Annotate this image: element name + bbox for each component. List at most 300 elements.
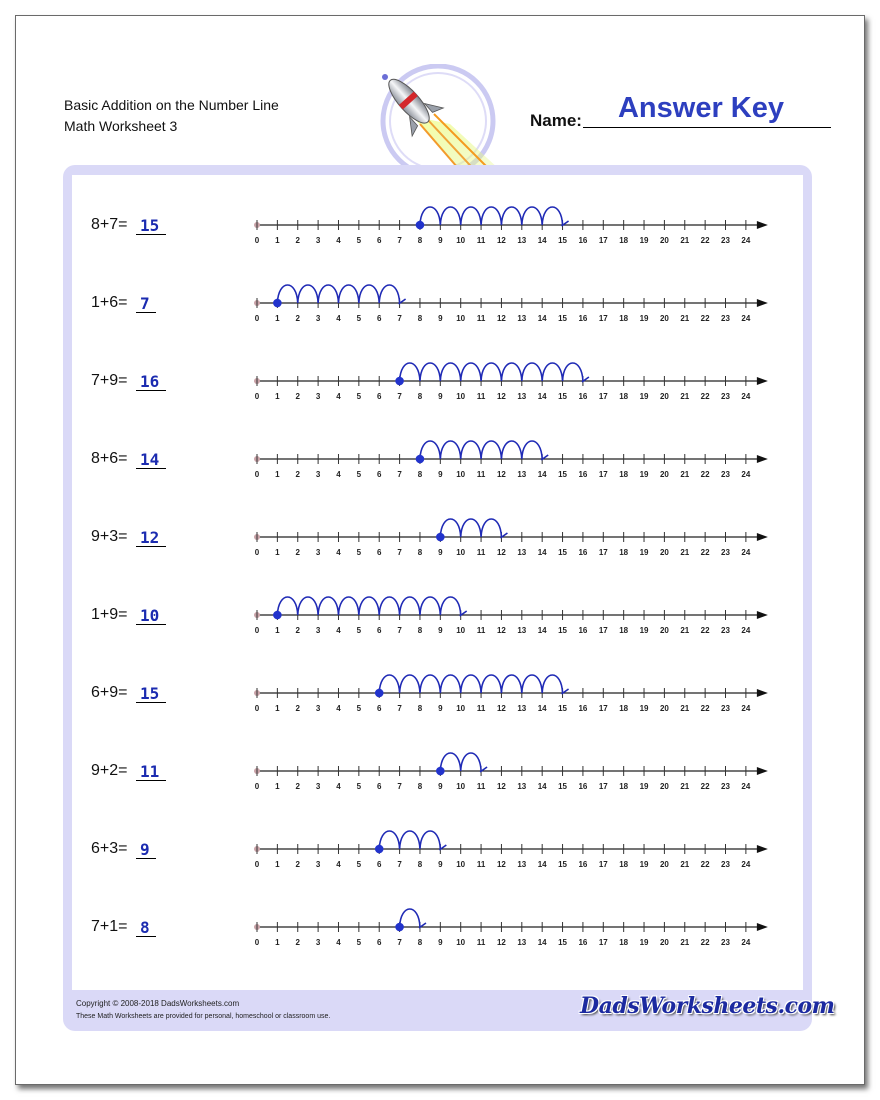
tick-label: 19 (639, 314, 649, 323)
tick-label: 10 (456, 314, 466, 323)
tick-label: 23 (721, 704, 730, 713)
tick-label: 14 (537, 548, 547, 557)
problem-answer[interactable]: 10 (140, 606, 160, 625)
tick-label: 10 (456, 236, 466, 245)
arrow-head-icon (757, 611, 768, 619)
tick-label: 13 (517, 704, 527, 713)
tick-label: 5 (356, 704, 362, 713)
tick-label: 8 (417, 470, 423, 479)
tick-label: 9 (438, 860, 443, 869)
hop-arcs (400, 363, 583, 381)
copyright-text: Copyright © 2008-2018 DadsWorksheets.com (76, 999, 240, 1008)
tick-label: 22 (700, 470, 710, 479)
problem-answer[interactable]: 16 (140, 372, 160, 391)
answer-key-label: Answer Key (617, 92, 784, 124)
answer-underline (136, 858, 156, 859)
tick-label: 17 (598, 314, 608, 323)
tick-label: 22 (700, 236, 710, 245)
start-point (273, 611, 282, 620)
tick-label: 23 (721, 938, 730, 947)
tick-label: 14 (537, 782, 547, 791)
tick-label: 21 (680, 392, 690, 401)
tick-label: 21 (680, 548, 690, 557)
tick-label: 10 (456, 626, 466, 635)
arrow-head-icon (757, 845, 768, 853)
tick-label: 3 (315, 314, 321, 323)
arrow-head-icon (757, 377, 768, 385)
tick-label: 7 (397, 392, 402, 401)
tick-label: 0 (254, 626, 260, 635)
problem-equation: 8+7= (91, 216, 128, 233)
tick-label: 6 (376, 860, 382, 869)
tick-label: 19 (639, 470, 649, 479)
tick-label: 19 (639, 392, 649, 401)
tick-label: 10 (456, 782, 466, 791)
tick-label: 3 (315, 236, 321, 245)
tick-label: 0 (254, 782, 260, 791)
tick-label: 17 (598, 938, 608, 947)
tick-label: 24 (741, 548, 751, 557)
tick-label: 15 (558, 626, 568, 635)
answer-underline (136, 390, 166, 391)
number-line (245, 751, 775, 811)
tick-label: 0 (254, 314, 260, 323)
tick-label: 2 (295, 938, 300, 947)
tick-label: 9 (438, 782, 443, 791)
tick-label: 23 (721, 626, 730, 635)
tick-label: 6 (376, 626, 382, 635)
tick-label: 7 (397, 314, 402, 323)
tick-label: 2 (295, 860, 300, 869)
hop-arcs (277, 285, 399, 303)
tick-label: 1 (275, 236, 280, 245)
tick-label: 22 (700, 782, 710, 791)
tick-label: 18 (619, 236, 629, 245)
worksheet-subtitle: Math Worksheet 3 (64, 118, 178, 134)
tick-label: 17 (598, 782, 608, 791)
problem-answer[interactable]: 7 (140, 294, 150, 313)
tick-label: 1 (275, 938, 280, 947)
tick-label: 9 (438, 548, 443, 557)
tick-label: 17 (598, 704, 608, 713)
tick-label: 20 (659, 470, 669, 479)
tick-label: 15 (558, 470, 568, 479)
tick-label: 21 (680, 782, 690, 791)
tick-label: 18 (619, 548, 629, 557)
tick-label: 22 (700, 392, 710, 401)
tick-label: 20 (659, 938, 669, 947)
problem-equation: 9+2= (91, 762, 128, 779)
tick-label: 4 (336, 548, 341, 557)
problem-answer[interactable]: 15 (140, 216, 160, 235)
hop-arcs (379, 675, 562, 693)
tick-label: 17 (598, 860, 608, 869)
tick-label: 11 (476, 860, 486, 869)
tick-label: 23 (721, 392, 730, 401)
name-label: Name: (530, 111, 582, 130)
tick-label: 21 (680, 626, 690, 635)
tick-label: 12 (496, 236, 506, 245)
tick-label: 12 (496, 470, 506, 479)
tick-label: 22 (700, 704, 710, 713)
tick-label: 22 (700, 548, 710, 557)
tick-label: 12 (496, 860, 506, 869)
tick-label: 12 (496, 314, 506, 323)
tick-label: 21 (680, 938, 690, 947)
problem-equation: 6+9= (91, 684, 128, 701)
tick-label: 16 (578, 860, 588, 869)
tick-label: 3 (315, 938, 321, 947)
tick-label: 5 (356, 470, 362, 479)
tick-label: 17 (598, 236, 608, 245)
tick-label: 12 (496, 782, 506, 791)
tick-label: 14 (537, 470, 547, 479)
number-line (245, 673, 775, 733)
brand-logo: DadsWorksheets.com (580, 993, 835, 1019)
tick-label: 9 (438, 392, 443, 401)
answer-underline (136, 468, 166, 469)
tick-label: 19 (639, 704, 649, 713)
tick-label: 9 (438, 236, 443, 245)
tick-label: 13 (517, 626, 527, 635)
usage-note: These Math Worksheets are provided for personal, homeschool or classroom use. (76, 1013, 331, 1020)
arrow-head-icon (757, 923, 768, 931)
tick-label: 24 (741, 860, 751, 869)
tick-label: 16 (578, 314, 588, 323)
tick-label: 16 (578, 392, 588, 401)
start-point (436, 533, 445, 542)
start-point (273, 299, 282, 308)
tick-label: 2 (295, 704, 300, 713)
tick-label: 13 (517, 470, 527, 479)
tick-label: 14 (537, 236, 547, 245)
tick-label: 15 (558, 236, 568, 245)
tick-label: 8 (417, 938, 423, 947)
tick-label: 19 (639, 626, 649, 635)
tick-label: 14 (537, 314, 547, 323)
tick-label: 18 (619, 470, 629, 479)
tick-label: 18 (619, 626, 629, 635)
hop-arcs (440, 519, 501, 537)
answer-underline (136, 624, 166, 625)
tick-label: 11 (476, 782, 486, 791)
tick-label: 6 (376, 314, 382, 323)
tick-label: 5 (356, 236, 362, 245)
tick-label: 0 (254, 470, 260, 479)
tick-label: 13 (517, 782, 527, 791)
tick-label: 21 (680, 860, 690, 869)
tick-label: 9 (438, 470, 443, 479)
tick-label: 22 (700, 938, 710, 947)
tick-label: 5 (356, 314, 362, 323)
tick-label: 7 (397, 548, 402, 557)
tick-label: 10 (456, 470, 466, 479)
problem-answer[interactable]: 8 (140, 918, 150, 937)
tick-label: 3 (315, 626, 321, 635)
problem-answer[interactable]: 15 (140, 684, 160, 703)
tick-label: 3 (315, 782, 321, 791)
tick-label: 15 (558, 704, 568, 713)
tick-label: 15 (558, 392, 568, 401)
start-point (416, 221, 425, 230)
tick-label: 14 (537, 860, 547, 869)
tick-label: 3 (315, 392, 321, 401)
tick-label: 8 (417, 392, 423, 401)
tick-label: 18 (619, 782, 629, 791)
tick-label: 16 (578, 470, 588, 479)
tick-label: 24 (741, 938, 751, 947)
tick-label: 23 (721, 470, 730, 479)
tick-label: 24 (741, 782, 751, 791)
tick-label: 1 (275, 470, 280, 479)
number-line (245, 283, 775, 343)
tick-label: 18 (619, 392, 629, 401)
tick-label: 11 (476, 470, 486, 479)
start-point (375, 845, 384, 854)
tick-label: 20 (659, 236, 669, 245)
tick-label: 11 (476, 548, 486, 557)
number-line (245, 907, 775, 967)
tick-label: 22 (700, 860, 710, 869)
tick-label: 15 (558, 938, 568, 947)
tick-label: 19 (639, 236, 649, 245)
tick-label: 9 (438, 938, 443, 947)
number-line (245, 439, 775, 499)
tick-label: 10 (456, 392, 466, 401)
arrow-head-icon (757, 221, 768, 229)
start-point (375, 689, 384, 698)
problem-equation: 1+6= (91, 294, 128, 311)
hop-arcs (440, 753, 481, 771)
tick-label: 12 (496, 548, 506, 557)
tick-label: 9 (438, 626, 443, 635)
problem-equation: 1+9= (91, 606, 128, 623)
hop-arcs (379, 831, 440, 849)
tick-label: 10 (456, 938, 466, 947)
tick-label: 4 (336, 314, 341, 323)
tick-label: 14 (537, 392, 547, 401)
start-point (436, 767, 445, 776)
tick-label: 15 (558, 314, 568, 323)
tick-label: 11 (476, 236, 486, 245)
tick-label: 0 (254, 938, 260, 947)
arrow-head-icon (757, 299, 768, 307)
problem-equation: 6+3= (91, 840, 128, 857)
tick-label: 21 (680, 470, 690, 479)
answer-underline (136, 780, 166, 781)
tick-label: 10 (456, 704, 466, 713)
problem-answer[interactable]: 11 (140, 762, 160, 781)
tick-label: 23 (721, 860, 730, 869)
tick-label: 5 (356, 626, 362, 635)
tick-label: 1 (275, 626, 280, 635)
number-line (245, 595, 775, 655)
tick-label: 5 (356, 782, 362, 791)
tick-label: 7 (397, 704, 402, 713)
tick-label: 16 (578, 938, 588, 947)
number-line (245, 205, 775, 265)
tick-label: 3 (315, 470, 321, 479)
arrow-head-icon (757, 767, 768, 775)
tick-label: 6 (376, 470, 382, 479)
tick-label: 22 (700, 626, 710, 635)
tick-label: 2 (295, 470, 300, 479)
tick-label: 20 (659, 704, 669, 713)
tick-label: 2 (295, 626, 300, 635)
tick-label: 13 (517, 314, 527, 323)
tick-label: 22 (700, 314, 710, 323)
tick-label: 19 (639, 860, 649, 869)
tick-label: 12 (496, 938, 506, 947)
tick-label: 11 (476, 392, 486, 401)
tick-label: 2 (295, 236, 300, 245)
tick-label: 10 (456, 548, 466, 557)
tick-label: 14 (537, 704, 547, 713)
tick-label: 6 (376, 938, 382, 947)
tick-label: 13 (517, 548, 527, 557)
tick-label: 0 (254, 704, 260, 713)
tick-label: 17 (598, 470, 608, 479)
tick-label: 4 (336, 860, 341, 869)
answer-underline (136, 312, 156, 313)
tick-label: 11 (476, 704, 486, 713)
tick-label: 5 (356, 392, 362, 401)
answer-underline (136, 234, 166, 235)
tick-label: 8 (417, 626, 423, 635)
tick-label: 4 (336, 626, 341, 635)
arrow-head-icon (757, 533, 768, 541)
number-line (245, 829, 775, 889)
tick-label: 2 (295, 392, 300, 401)
tick-label: 19 (639, 782, 649, 791)
problem-equation: 9+3= (91, 528, 128, 545)
tick-label: 12 (496, 392, 506, 401)
tick-label: 11 (476, 314, 486, 323)
tick-label: 20 (659, 392, 669, 401)
tick-label: 3 (315, 548, 321, 557)
tick-label: 10 (456, 860, 466, 869)
tick-label: 5 (356, 938, 362, 947)
tick-label: 24 (741, 314, 751, 323)
tick-label: 6 (376, 548, 382, 557)
tick-label: 6 (376, 392, 382, 401)
tick-label: 7 (397, 470, 402, 479)
problem-equation: 7+9= (91, 372, 128, 389)
hop-arcs (420, 441, 542, 459)
tick-label: 12 (496, 704, 506, 713)
tick-label: 20 (659, 548, 669, 557)
tick-label: 7 (397, 236, 402, 245)
tick-label: 1 (275, 704, 280, 713)
tick-label: 20 (659, 860, 669, 869)
tick-label: 8 (417, 782, 423, 791)
tick-label: 14 (537, 626, 547, 635)
tick-label: 20 (659, 314, 669, 323)
tick-label: 8 (417, 704, 423, 713)
answer-underline (136, 936, 156, 937)
answer-underline (136, 702, 166, 703)
tick-label: 17 (598, 626, 608, 635)
tick-label: 8 (417, 314, 423, 323)
tick-label: 13 (517, 236, 527, 245)
problem-equation: 8+6= (91, 450, 128, 467)
tick-label: 9 (438, 314, 443, 323)
tick-label: 18 (619, 938, 629, 947)
tick-label: 20 (659, 626, 669, 635)
tick-label: 16 (578, 782, 588, 791)
start-point (395, 923, 404, 932)
tick-label: 12 (496, 626, 506, 635)
tick-label: 6 (376, 236, 382, 245)
tick-label: 15 (558, 860, 568, 869)
tick-label: 14 (537, 938, 547, 947)
tick-label: 24 (741, 236, 751, 245)
start-point (395, 377, 404, 386)
tick-label: 11 (476, 626, 486, 635)
tick-label: 5 (356, 548, 362, 557)
problem-answer[interactable]: 12 (140, 528, 160, 547)
tick-label: 2 (295, 314, 300, 323)
tick-label: 4 (336, 782, 341, 791)
worksheet-title: Basic Addition on the Number Line (64, 97, 279, 113)
number-line (245, 517, 775, 577)
tick-label: 4 (336, 392, 341, 401)
tick-label: 18 (619, 860, 629, 869)
tick-label: 16 (578, 236, 588, 245)
tick-label: 23 (721, 782, 730, 791)
problem-equation: 7+1= (91, 918, 128, 935)
tick-label: 4 (336, 236, 341, 245)
tick-label: 17 (598, 548, 608, 557)
tick-label: 23 (721, 548, 730, 557)
tick-label: 1 (275, 782, 280, 791)
tick-label: 24 (741, 392, 751, 401)
tick-label: 6 (376, 704, 382, 713)
tick-label: 19 (639, 938, 649, 947)
tick-label: 2 (295, 548, 300, 557)
start-point (416, 455, 425, 464)
tick-label: 15 (558, 782, 568, 791)
tick-label: 24 (741, 704, 751, 713)
tick-label: 7 (397, 626, 402, 635)
tick-label: 0 (254, 392, 260, 401)
tick-label: 5 (356, 860, 362, 869)
tick-label: 4 (336, 938, 341, 947)
tick-label: 4 (336, 470, 341, 479)
tick-label: 23 (721, 314, 730, 323)
tick-label: 7 (397, 782, 402, 791)
tick-label: 6 (376, 782, 382, 791)
tick-label: 0 (254, 236, 260, 245)
tick-label: 19 (639, 548, 649, 557)
tick-label: 24 (741, 470, 751, 479)
tick-label: 21 (680, 314, 690, 323)
tick-label: 16 (578, 548, 588, 557)
name-field[interactable] (583, 127, 831, 128)
tick-label: 1 (275, 314, 280, 323)
tick-label: 3 (315, 704, 321, 713)
tick-label: 20 (659, 782, 669, 791)
tick-label: 16 (578, 626, 588, 635)
problem-answer[interactable]: 9 (140, 840, 150, 859)
arrow-head-icon (757, 455, 768, 463)
tick-label: 13 (517, 392, 527, 401)
tick-label: 8 (417, 548, 423, 557)
tick-label: 21 (680, 704, 690, 713)
problem-answer[interactable]: 14 (140, 450, 160, 469)
hop-arcs (420, 207, 563, 225)
hop-arcs (277, 597, 460, 615)
